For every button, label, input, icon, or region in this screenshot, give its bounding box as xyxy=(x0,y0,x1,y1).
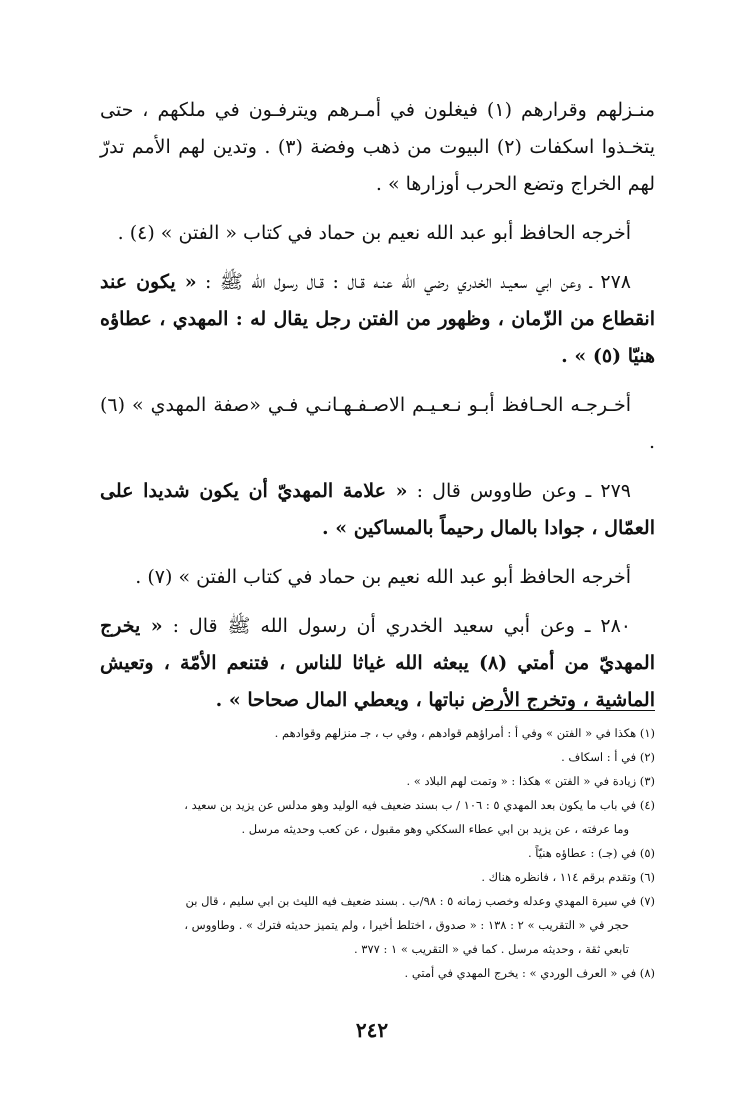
footnote-divider xyxy=(485,710,655,711)
footnotes xyxy=(100,710,655,985)
footnote-continuation: وما عرفته ، عن يزيد بن ابي عطاء السككي وهو مقبول ، عن كعب وحديثه مرسل . xyxy=(241,822,629,836)
hadith-280-text: « يخرج المهديّ من أمتي (٨) يبعثه الله غياثا للناس ، فتنعم الأمّة ، وتعيش الماشية ، وتخرج الأرض نباتها ، ويعطي المال صحاحا » . xyxy=(100,615,655,711)
hadith-278-lead: ٢٧٨ ـ وعن ابي سعيـد الخدري رضي الله عنـه قـال : قـال رسول الله ﷺ : xyxy=(196,271,631,293)
footnote-continuation: تابعي ثقة ، وحديثه مرسل . كما في « التقريب » ١ : ٣٧٧ . xyxy=(353,942,629,956)
footnote: (٣) زيادة في « الفتن » هكذا : « وتمت لهم البلاد » . xyxy=(406,774,655,788)
hadith-278-text: « يكون عند انقطاع من الزّمان ، وظهور من الفتن رجل يقال له : المهدي ، عطاؤه هنيّا (٥) » . xyxy=(100,271,655,367)
hadith-280 xyxy=(100,608,655,719)
paragraph-2: أخرجه الحافظ أبو عبد الله نعيم بن حماد في كتاب « الفتن » (٤) . xyxy=(117,222,631,244)
hadith-278 xyxy=(100,264,655,375)
footnote: (٤) في باب ما يكون بعد المهدي ٥ : ١٠٦ / ب بسند ضعيف فيه الوليد وهو مدلس عن يزيد بن سعيد ، xyxy=(184,798,655,812)
footnote: (١) هكذا في « الفتن » وفي أ : أمراؤهم قوادهم ، وفي ب ، جـ منزلهم وقوادهم . xyxy=(274,726,655,740)
footnote: (٧) في سيرة المهدي وعدله وخصب زمانه ٥ : ٩٨/ب . بسند ضعيف فيه الليث بن ابي سليم ، قال بن xyxy=(185,894,655,908)
hadith-280-lead: ٢٨٠ ـ وعن أبي سعيد الخدري أن رسول الله ﷺ قال : xyxy=(162,615,631,637)
footnote: (٢) في أ : اسكاف . xyxy=(561,750,655,764)
footnote-continuation: حجر في « التقريب » ٢ : ١٣٨ : « صدوق ، اختلط أخيرا ، ولم يتميز حديثه فترك » . وطاووس ، xyxy=(184,918,629,932)
paragraph-1: منـزلهم وقرارهم (١) فيغلون في أمـرهم ويترفـون في ملكهم ، حتى يتخـذوا اسكفات (٢) البيوت من ذهب وفضة (٣) . وتدين لهم الأمم تدرّ لهم الخراج وتضع الحرب أوزارها » . xyxy=(100,99,656,195)
footnote: (٨) في « العرف الوردي » : يخرج المهدي في أمتي . xyxy=(404,966,655,980)
footnote: (٥) في (جـ) : عطاؤه هنيّاً . xyxy=(527,846,655,860)
hadith-279-text: « علامة المهديّ أن يكون شديدا على العمّال ، جوادا بالمال رحيماً بالمساكين » . xyxy=(100,480,655,539)
hadith-279-lead: ٢٧٩ ـ وعن طاووس قال : xyxy=(407,480,631,502)
hadith-279 xyxy=(100,473,655,547)
page-number: ٢٤٢ xyxy=(355,1018,389,1042)
paragraph-6: أخرجه الحافظ أبو عبد الله نعيم بن حماد في كتاب الفتن » (٧) . xyxy=(135,566,631,588)
footnote: (٦) وتقدم برقم ١١٤ ، فانظره هناك . xyxy=(481,870,655,884)
paragraph-4: أخـرجـه الحـافظ أبـو نـعـيـم الاصـفـهـانـي فـي «صفة المهدي » (٦) . xyxy=(100,394,655,453)
main-text xyxy=(100,92,655,731)
